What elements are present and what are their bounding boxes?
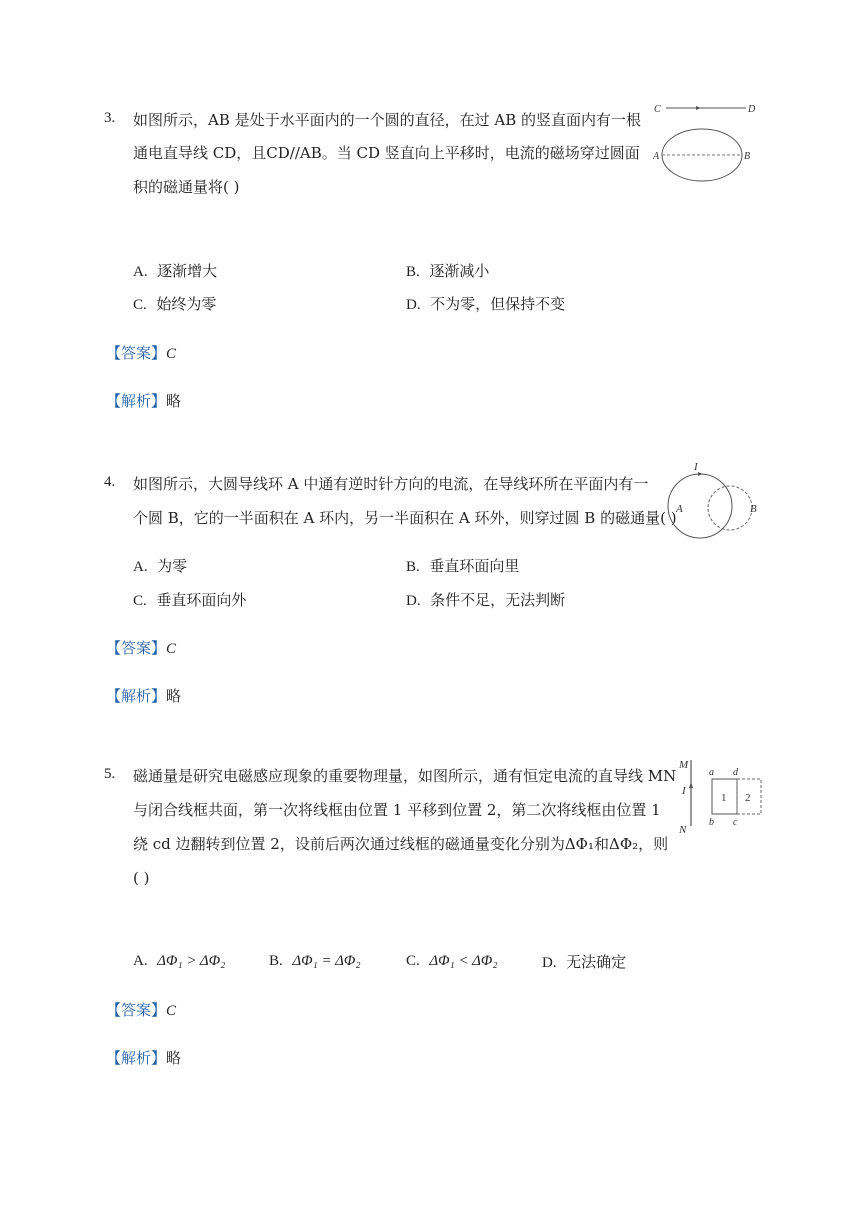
option-a: A. 为零	[133, 557, 188, 575]
analysis-line: 【解析】略	[106, 1049, 182, 1067]
label-d: d	[733, 767, 738, 778]
label-m: M	[679, 759, 689, 771]
label-position-1: 1	[721, 792, 727, 804]
figure-two-circles	[660, 462, 766, 544]
option-c: C. 垂直环面向外	[133, 591, 247, 609]
label-b: b	[709, 817, 714, 828]
label-c: c	[733, 817, 738, 828]
stem-line: 绕 cd 边翻转到位置 2，设前后两次通过线框的磁通量变化分别为ΔΦ₁和ΔΦ₂，则	[133, 835, 669, 853]
answer-line: 【答案】C	[106, 1001, 177, 1019]
analysis-line: 【解析】略	[106, 687, 182, 705]
option-c: C. ΔΦ₁ < ΔΦ₂	[406, 953, 498, 969]
option-d: D. 不为零，但保持不变	[406, 295, 566, 313]
stem-line: 与闭合线框共面，第一次将线框由位置 1 平移到位置 2，第二次将线框由位置 1	[133, 801, 661, 819]
label-n: N	[679, 824, 687, 836]
option-a: A. 逐渐增大	[133, 262, 218, 280]
label-position-2: 2	[745, 792, 751, 804]
stem-line: 积的磁通量将( )	[133, 178, 240, 196]
question-number: 5.	[104, 766, 116, 782]
answer-line: 【答案】C	[106, 639, 177, 657]
label-i: I	[682, 785, 686, 797]
answer-line: 【答案】C	[106, 344, 177, 362]
option-d: D. 无法确定	[542, 953, 627, 971]
label-a: A	[676, 503, 683, 515]
option-c: C. 始终为零	[133, 295, 217, 313]
stem-line: 通电直导线 CD，且CD//AB。当 CD 竖直向上平移时，电流的磁场穿过圆面	[133, 144, 640, 162]
option-d: D. 条件不足，无法判断	[406, 591, 566, 609]
option-b: B. 逐渐减小	[406, 262, 490, 280]
label-b: B	[750, 503, 757, 515]
stem-line: 个圆 B，它的一半面积在 A 环内，另一半面积在 A 环外，则穿过圆 B 的磁通量( )	[133, 509, 677, 527]
stem-line: 如图所示，大圆导线环 A 中通有逆时针方向的电流，在导线环所在平面内有一	[133, 475, 649, 493]
label-a: a	[709, 767, 714, 778]
analysis-line: 【解析】略	[106, 392, 182, 410]
label-c: C	[654, 104, 661, 115]
stem-line: 磁通量是研究电磁感应现象的重要物理量，如图所示，通有恒定电流的直导线 MN	[133, 767, 677, 785]
option-b: B. ΔΦ₁ = ΔΦ₂	[269, 953, 361, 969]
label-a: A	[653, 151, 660, 162]
label-b: B	[744, 151, 751, 162]
figure-wire-and-frame	[676, 754, 766, 836]
option-a: A. ΔΦ₁ > ΔΦ₂	[133, 953, 226, 969]
question-number: 3.	[104, 110, 116, 126]
label-i: I	[694, 462, 698, 473]
option-b: B. 垂直环面向里	[406, 557, 520, 575]
question-number: 4.	[104, 474, 116, 490]
stem-line: 如图所示，AB 是处于水平面内的一个圆的直径，在过 AB 的竖直面内有一根	[133, 111, 642, 129]
label-d: D	[748, 104, 756, 115]
figure-wire-over-circle	[652, 98, 762, 186]
stem-line: ( )	[133, 869, 150, 887]
